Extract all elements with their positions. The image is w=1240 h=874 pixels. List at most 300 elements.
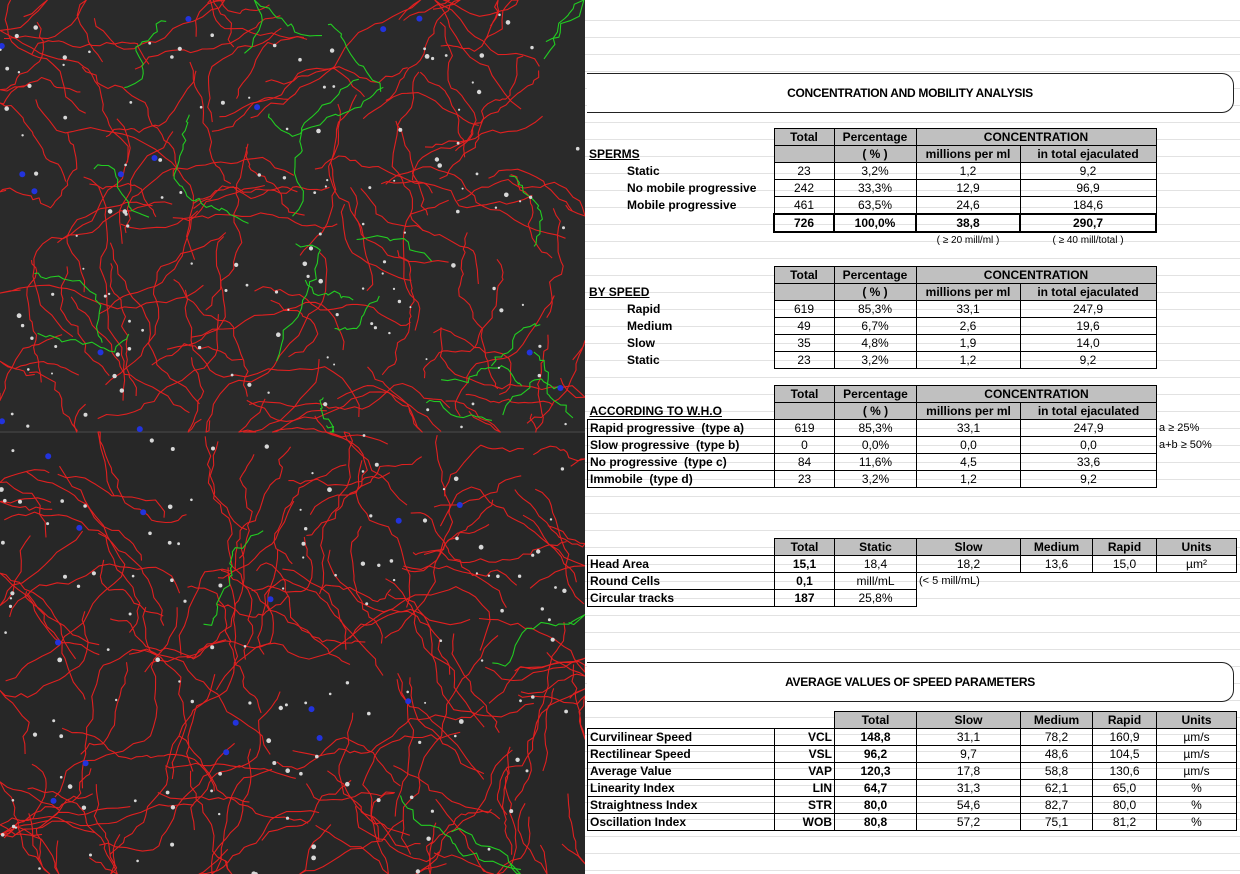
cell-mpm: 4,5	[917, 454, 1021, 471]
cell-medium: 48,6	[1021, 746, 1093, 763]
row-label: Round Cells	[588, 573, 775, 590]
sperm-head	[132, 575, 135, 578]
cell-static: 18,4	[835, 556, 917, 573]
cell-pct: 6,7%	[834, 318, 916, 335]
sperm-head	[457, 142, 460, 145]
who-type: (type d)	[649, 472, 693, 486]
table-header-row	[587, 146, 1156, 163]
sperm-head	[333, 364, 335, 366]
row-label: Curvilinear Speed	[588, 729, 775, 746]
sperm-head	[311, 472, 313, 474]
sperm-head	[84, 413, 88, 417]
static-cell	[31, 188, 37, 194]
table-header-row	[587, 267, 1156, 284]
table-row	[588, 763, 1237, 780]
sperm-head	[311, 856, 316, 861]
cell-tot: 9,2	[1020, 352, 1156, 369]
who-note	[1157, 454, 1237, 471]
table-sum-row	[587, 214, 1156, 232]
row-label: Rapid	[627, 302, 661, 316]
sperm-head	[275, 290, 278, 293]
cell-pct: 85,3%	[835, 420, 917, 437]
sperm-head	[318, 279, 323, 284]
mobility-title: CONCENTRATION AND MOBILITY ANALYSIS	[787, 86, 1033, 100]
sperm-head	[481, 659, 483, 661]
row-label: Mobile progressive	[627, 198, 737, 213]
row-abbr: LIN	[775, 780, 835, 797]
static-cell	[137, 426, 143, 432]
table-row	[587, 197, 1156, 215]
sperm-head	[246, 284, 249, 287]
static-cell	[557, 385, 563, 391]
sperm-head	[332, 85, 335, 88]
cell-total: 84	[775, 454, 835, 471]
sperm-head	[488, 575, 490, 577]
cell-mpm: 1,2	[917, 471, 1021, 488]
cell-total: 0	[775, 437, 835, 454]
row-label: Linearity Index	[588, 780, 775, 797]
sperm-head	[368, 186, 371, 189]
table-row	[588, 746, 1237, 763]
sperm-head	[170, 55, 174, 59]
sperm-head	[398, 300, 401, 303]
cell-mpm: 33,1	[916, 301, 1020, 318]
cell-total: 23	[775, 471, 835, 488]
header-millions: millions per ml	[917, 403, 1021, 420]
header-percentage: Percentage	[834, 267, 916, 284]
cell-mpm: 2,6	[916, 318, 1020, 335]
sperm-head	[34, 172, 38, 176]
sperm-head	[329, 693, 332, 696]
cell-pct: 3,2%	[835, 471, 917, 488]
row-label	[588, 471, 775, 488]
sperm-head	[393, 180, 395, 182]
sperm-head	[319, 233, 322, 236]
sperm-head	[12, 799, 15, 802]
sperm-head	[311, 844, 316, 849]
sperm-head	[334, 574, 337, 577]
sperm-head	[178, 47, 182, 51]
sperm-head	[108, 293, 110, 295]
sperm-head	[178, 680, 180, 682]
sperm-head	[120, 388, 124, 392]
row-label: Medium	[627, 319, 673, 333]
sperm-head	[323, 86, 326, 89]
sperm-head	[418, 741, 421, 744]
sperm-head	[315, 755, 319, 759]
who-label: Immobile	[590, 472, 643, 486]
table-row	[587, 163, 1156, 180]
sperm-head	[221, 101, 225, 105]
cell-tot: 184,6	[1020, 197, 1156, 215]
sperm-head	[476, 173, 479, 176]
sperm-head	[124, 164, 127, 167]
row-label: Head Area	[588, 556, 775, 573]
sperm-head	[375, 463, 379, 467]
sperm-head	[51, 293, 54, 296]
sperm-head	[10, 597, 12, 599]
sperm-head	[298, 58, 302, 62]
sperm-head	[480, 53, 485, 58]
table-row	[588, 814, 1237, 831]
cell-total: 148,8	[835, 729, 917, 746]
sperm-head	[309, 246, 313, 250]
sperm-head	[4, 106, 9, 111]
table-row	[588, 590, 1237, 607]
sperm-head	[498, 367, 500, 369]
table-row	[588, 556, 1237, 573]
cell-tot: 247,9	[1021, 420, 1157, 437]
header-slow: Slow	[917, 539, 1021, 556]
sperm-head	[115, 699, 117, 701]
header-total: Total	[835, 712, 917, 729]
sperm-head	[424, 702, 426, 704]
sperm-head	[68, 784, 73, 789]
section-label-who: ACCORDING TO W.H.O	[589, 403, 722, 418]
cell-rapid: 130,6	[1093, 763, 1157, 780]
sperm-head	[499, 308, 503, 312]
cell-medium: 82,7	[1021, 797, 1093, 814]
header-millions: millions per ml	[916, 146, 1020, 163]
sperm-head	[33, 733, 37, 737]
sperm-head	[26, 425, 29, 428]
sperm-head	[27, 368, 30, 371]
table-row	[588, 797, 1237, 814]
sperm-head	[282, 587, 284, 589]
sperm-head	[522, 304, 524, 306]
row-label: Rectilinear Speed	[588, 746, 775, 763]
sperm-head	[286, 128, 289, 131]
sperm-head	[46, 522, 49, 525]
sperm-head	[267, 392, 269, 394]
sperm-head	[168, 541, 172, 545]
sperm-head	[398, 128, 402, 132]
sperm-head	[550, 518, 552, 520]
cell-rapid: 65,0	[1093, 780, 1157, 797]
who-table	[587, 385, 1237, 488]
sperm-head	[327, 487, 332, 492]
who-label: Slow progressive	[590, 438, 690, 452]
who-label: Rapid progressive	[590, 421, 695, 435]
table-header-row	[588, 403, 1237, 420]
sperm-head	[377, 564, 380, 567]
sperm-head	[431, 57, 434, 60]
sperm-head	[183, 600, 186, 603]
sperm-head	[129, 101, 132, 104]
row-label: Slow	[627, 336, 656, 350]
header-percentage-unit: ( % )	[834, 146, 916, 163]
sperm-head	[425, 54, 430, 59]
cell-tot: 9,2	[1020, 163, 1156, 180]
sperm-head	[33, 25, 38, 30]
row-label	[588, 437, 775, 454]
static-cell	[527, 350, 533, 356]
sperm-head	[472, 81, 474, 83]
mobility-title-banner	[587, 73, 1234, 113]
sperm-head	[409, 306, 411, 308]
static-cell	[76, 525, 82, 531]
sperm-head	[303, 262, 308, 267]
cell-unit: µm/s	[1157, 746, 1237, 763]
static-cell	[317, 735, 323, 741]
sperm-head	[279, 706, 283, 710]
cell-medium: 75,1	[1021, 814, 1093, 831]
speed-params-title-banner	[587, 662, 1234, 702]
cell-total: 80,8	[835, 814, 917, 831]
sperm-head	[177, 542, 180, 545]
sperm-head	[248, 97, 250, 99]
sperm-head	[225, 289, 228, 292]
static-cell	[396, 518, 402, 524]
sperm-head	[170, 578, 174, 582]
sperm-head	[283, 176, 286, 179]
sperm-head	[247, 383, 251, 387]
cell-total: 49	[774, 318, 834, 335]
sperm-head	[76, 235, 78, 237]
sperm-head	[369, 514, 372, 517]
cell-mpm: 1,2	[916, 352, 1020, 369]
static-cell	[185, 16, 191, 22]
cell-pct: 0,0%	[835, 437, 917, 454]
ref-mpm: ( ≥ 20 mill/ml )	[936, 235, 1000, 246]
cell-medium: 78,2	[1021, 729, 1093, 746]
sperm-head	[435, 157, 439, 161]
sperm-head	[171, 447, 175, 451]
sperm-head	[327, 356, 329, 358]
sperm-head	[92, 571, 96, 575]
sperm-head	[304, 702, 307, 705]
section-label-sperms: SPERMS	[589, 147, 640, 161]
sperm-head	[258, 173, 261, 176]
sperm-head	[562, 589, 566, 593]
sperm-head	[5, 67, 9, 71]
cell-slow: 54,6	[917, 797, 1021, 814]
sperm-head	[451, 263, 456, 268]
sperm-head	[60, 499, 64, 503]
cell-total: 461	[774, 197, 834, 215]
sperm-head	[459, 719, 464, 724]
sperm-head	[77, 585, 80, 588]
sperm-head	[170, 843, 174, 847]
sperm-head	[200, 106, 203, 109]
sperm-head	[116, 352, 120, 356]
sperm-head	[244, 645, 247, 648]
sperm-head	[492, 287, 495, 290]
header-percentage: Percentage	[834, 129, 916, 146]
row-label: Straightness Index	[588, 797, 775, 814]
sperm-head	[388, 332, 390, 334]
static-cell	[83, 760, 89, 766]
sperm-head	[179, 191, 182, 194]
cell-medium: 62,1	[1021, 780, 1093, 797]
sperm-head	[171, 805, 175, 809]
sperm-head	[515, 758, 519, 762]
sperm-head	[393, 288, 395, 290]
sperm-head	[416, 869, 420, 873]
sperms-table	[587, 128, 1157, 249]
header-concentration: CONCENTRATION	[916, 129, 1156, 146]
sperm-head	[265, 444, 269, 448]
sperm-head	[285, 703, 288, 706]
analysis-report	[585, 0, 1240, 874]
cell-unit: µm²	[1157, 556, 1237, 573]
static-cell	[45, 453, 51, 459]
table-row	[587, 335, 1156, 352]
static-cell	[51, 798, 57, 804]
cell-slow: 17,8	[917, 763, 1021, 780]
sperm-head	[272, 761, 276, 765]
sperm-head	[161, 196, 164, 199]
cell-mpm: 0,0	[917, 437, 1021, 454]
cell-unit: µm/s	[1157, 763, 1237, 780]
sperm-head	[462, 188, 464, 190]
sperm-head	[190, 499, 193, 502]
sperm-head	[210, 790, 213, 793]
sperm-head	[313, 191, 316, 194]
sperm-head	[423, 518, 427, 522]
cell-total: 0,1	[775, 573, 835, 590]
cell-unit: mill/mL	[835, 573, 917, 590]
cell-slow: 31,3	[917, 780, 1021, 797]
sperm-head	[300, 509, 302, 511]
row-label: Oscillation Index	[588, 814, 775, 831]
cell-mpm: 1,9	[916, 335, 1020, 352]
cell-total: 619	[775, 420, 835, 437]
sperm-head	[11, 449, 14, 452]
sperm-head	[112, 374, 116, 378]
row-abbr: WOB	[775, 814, 835, 831]
table-header-row	[588, 712, 1237, 729]
cell-tot: 247,9	[1020, 301, 1156, 318]
sperm-head	[218, 813, 220, 815]
cell-tot: 19,6	[1020, 318, 1156, 335]
sperm-head	[107, 648, 110, 651]
sperm-head	[363, 434, 366, 437]
header-ejaculated: in total ejaculated	[1021, 403, 1157, 420]
sperm-head	[82, 806, 86, 810]
sperm-head	[1, 833, 5, 837]
cell-tot: 96,9	[1020, 180, 1156, 197]
static-cell	[457, 502, 463, 508]
cell-total: 96,2	[835, 746, 917, 763]
sperm-head	[325, 185, 327, 187]
header-total: Total	[775, 539, 835, 556]
sperm-head	[83, 504, 87, 508]
sperm-head	[500, 609, 504, 613]
sperm-head	[455, 537, 459, 541]
cell-rapid: 160,9	[1093, 729, 1157, 746]
cell-medium: 58,8	[1021, 763, 1093, 780]
header-rapid: Rapid	[1093, 539, 1157, 556]
sperm-head	[51, 373, 53, 375]
cell-mpm: 12,9	[916, 180, 1020, 197]
sperm-head	[460, 426, 463, 429]
sperm-head	[191, 262, 193, 264]
sperm-head	[519, 699, 522, 702]
sperm-head	[530, 46, 533, 49]
header-percentage-unit: ( % )	[834, 284, 916, 301]
sperm-head	[576, 147, 580, 151]
sum-mpm: 38,8	[916, 214, 1020, 232]
static-cell	[416, 16, 422, 22]
sperm-head	[21, 324, 24, 327]
sperm-head	[336, 313, 339, 316]
sperm-head	[1, 541, 5, 545]
sperm-head	[488, 848, 491, 851]
table-row	[587, 318, 1156, 335]
sperm-head	[551, 638, 555, 642]
sperm-head	[345, 782, 350, 787]
sperm-head	[27, 84, 31, 88]
sperm-head	[304, 527, 307, 530]
sperm-head	[393, 579, 395, 581]
table-header-row	[588, 386, 1237, 403]
sperm-head	[541, 607, 544, 610]
sperm-head	[538, 345, 541, 348]
who-type: (type b)	[696, 438, 740, 452]
sperm-track-images	[0, 0, 585, 874]
who-type: (type a)	[701, 421, 745, 435]
sperm-head	[390, 559, 394, 563]
sperm-head	[54, 345, 57, 348]
cell-rapid: 104,5	[1093, 746, 1157, 763]
sperm-head	[57, 658, 62, 663]
sperm-head	[158, 158, 162, 162]
sperm-head	[330, 48, 334, 52]
sperm-head	[15, 34, 19, 38]
sperm-head	[361, 562, 365, 566]
sperm-head	[426, 358, 428, 360]
cell-total: 64,7	[835, 780, 917, 797]
header-ejaculated: in total ejaculated	[1020, 284, 1156, 301]
table-row	[587, 180, 1156, 197]
cell-total: 23	[774, 352, 834, 369]
sperm-head	[231, 374, 234, 377]
sperm-head	[30, 337, 33, 340]
sperm-head	[273, 44, 277, 48]
header-total: Total	[774, 267, 834, 284]
cell-total: 35	[774, 335, 834, 352]
track-overlay	[0, 0, 585, 874]
cell-pct: 33,3%	[834, 180, 916, 197]
cell-mpm: 24,6	[916, 197, 1020, 215]
sum-pct: 100,0%	[834, 214, 916, 232]
cell-slow: 9,7	[917, 746, 1021, 763]
sperm-head	[266, 738, 271, 743]
sperm-head	[495, 207, 497, 209]
sperm-head	[426, 408, 429, 411]
sperm-head	[562, 226, 565, 229]
sperm-head	[104, 295, 107, 298]
cell-total: 619	[774, 301, 834, 318]
header-concentration: CONCENTRATION	[917, 386, 1157, 403]
cell-rapid: 80,0	[1093, 797, 1157, 814]
row-label: Average Value	[588, 763, 775, 780]
row-label: No mobile progressive	[627, 181, 757, 195]
table-row	[588, 573, 1237, 590]
speed-params-title: AVERAGE VALUES OF SPEED PARAMETERS	[785, 675, 1035, 689]
cell-total: 15,1	[775, 556, 835, 573]
cell-total: 23	[774, 163, 834, 180]
section-label-by-speed: BY SPEED	[589, 285, 650, 299]
cell-rapid: 15,0	[1093, 556, 1157, 573]
row-label: Static	[627, 353, 660, 367]
sperm-head	[4, 631, 7, 634]
sperm-head	[437, 163, 442, 168]
sperm-head	[63, 55, 67, 59]
static-cell	[233, 720, 239, 726]
by-speed-table	[587, 266, 1157, 369]
